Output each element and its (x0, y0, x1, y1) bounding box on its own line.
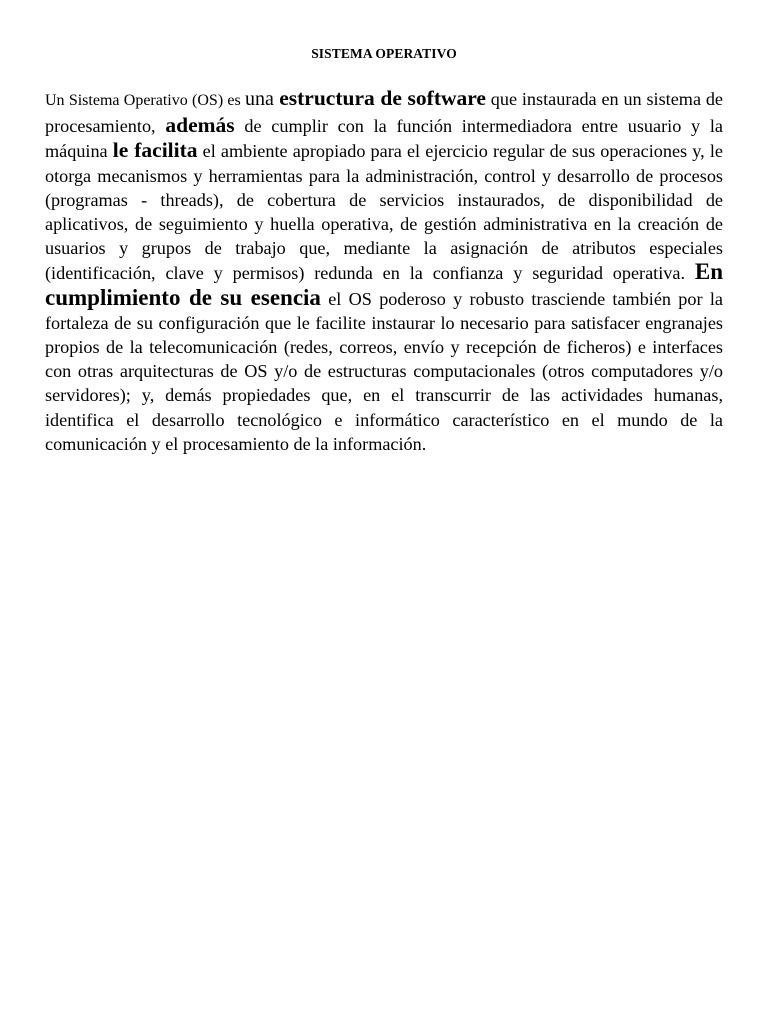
text-run: el OS poderoso y robusto trasciende también por la fortaleza de su configuración que le facilite instaurar lo necesario para satisfacer engranajes propios de la telecomunicación (redes, correos, envío y recepción de ficheros) e interfaces con otras arquitecturas de OS y/o de estructuras computacionales (otros computadores y/o servidores); y, demás propiedades que, en el transcurrir de las actividades humanas, identifica el desarrollo tecnológico e informático característico en el mundo de la comunicación y el procesamiento de la información. (45, 288, 723, 454)
emphasis-run: le facilita (112, 138, 198, 163)
body-paragraph (45, 86, 723, 456)
emphasis-run: estructura de software (279, 86, 486, 110)
emphasis-run: además (165, 113, 235, 138)
text-run: de cumplir con la función intermediadora entre usuario y la máquina (45, 116, 723, 162)
text-run: una (245, 88, 280, 110)
text-run: Un Sistema Operativo (OS) es (45, 92, 246, 109)
text-run: el ambiente apropiado para el ejercicio regular de sus operaciones y, le otorga mecanismos y herramientas para la administración, control y desarrollo de procesos (programas - threads), de cobertura de servicios instaurados, de disponibilidad de aplicativos, de seguimiento y huella operativa, de gestión administrativa en la creación de usuarios y grupos de trabajo que, mediante la asignación de atributos especiales (identificación, clave y permisos) redunda en la confianza y seguridad operativa. (45, 141, 723, 284)
text-run: que instaurada en un sistema de procesamiento, (45, 89, 724, 137)
emphasis-run: En cumplimiento de su esencia (45, 259, 723, 310)
document-title: SISTEMA OPERATIVO (311, 46, 457, 61)
